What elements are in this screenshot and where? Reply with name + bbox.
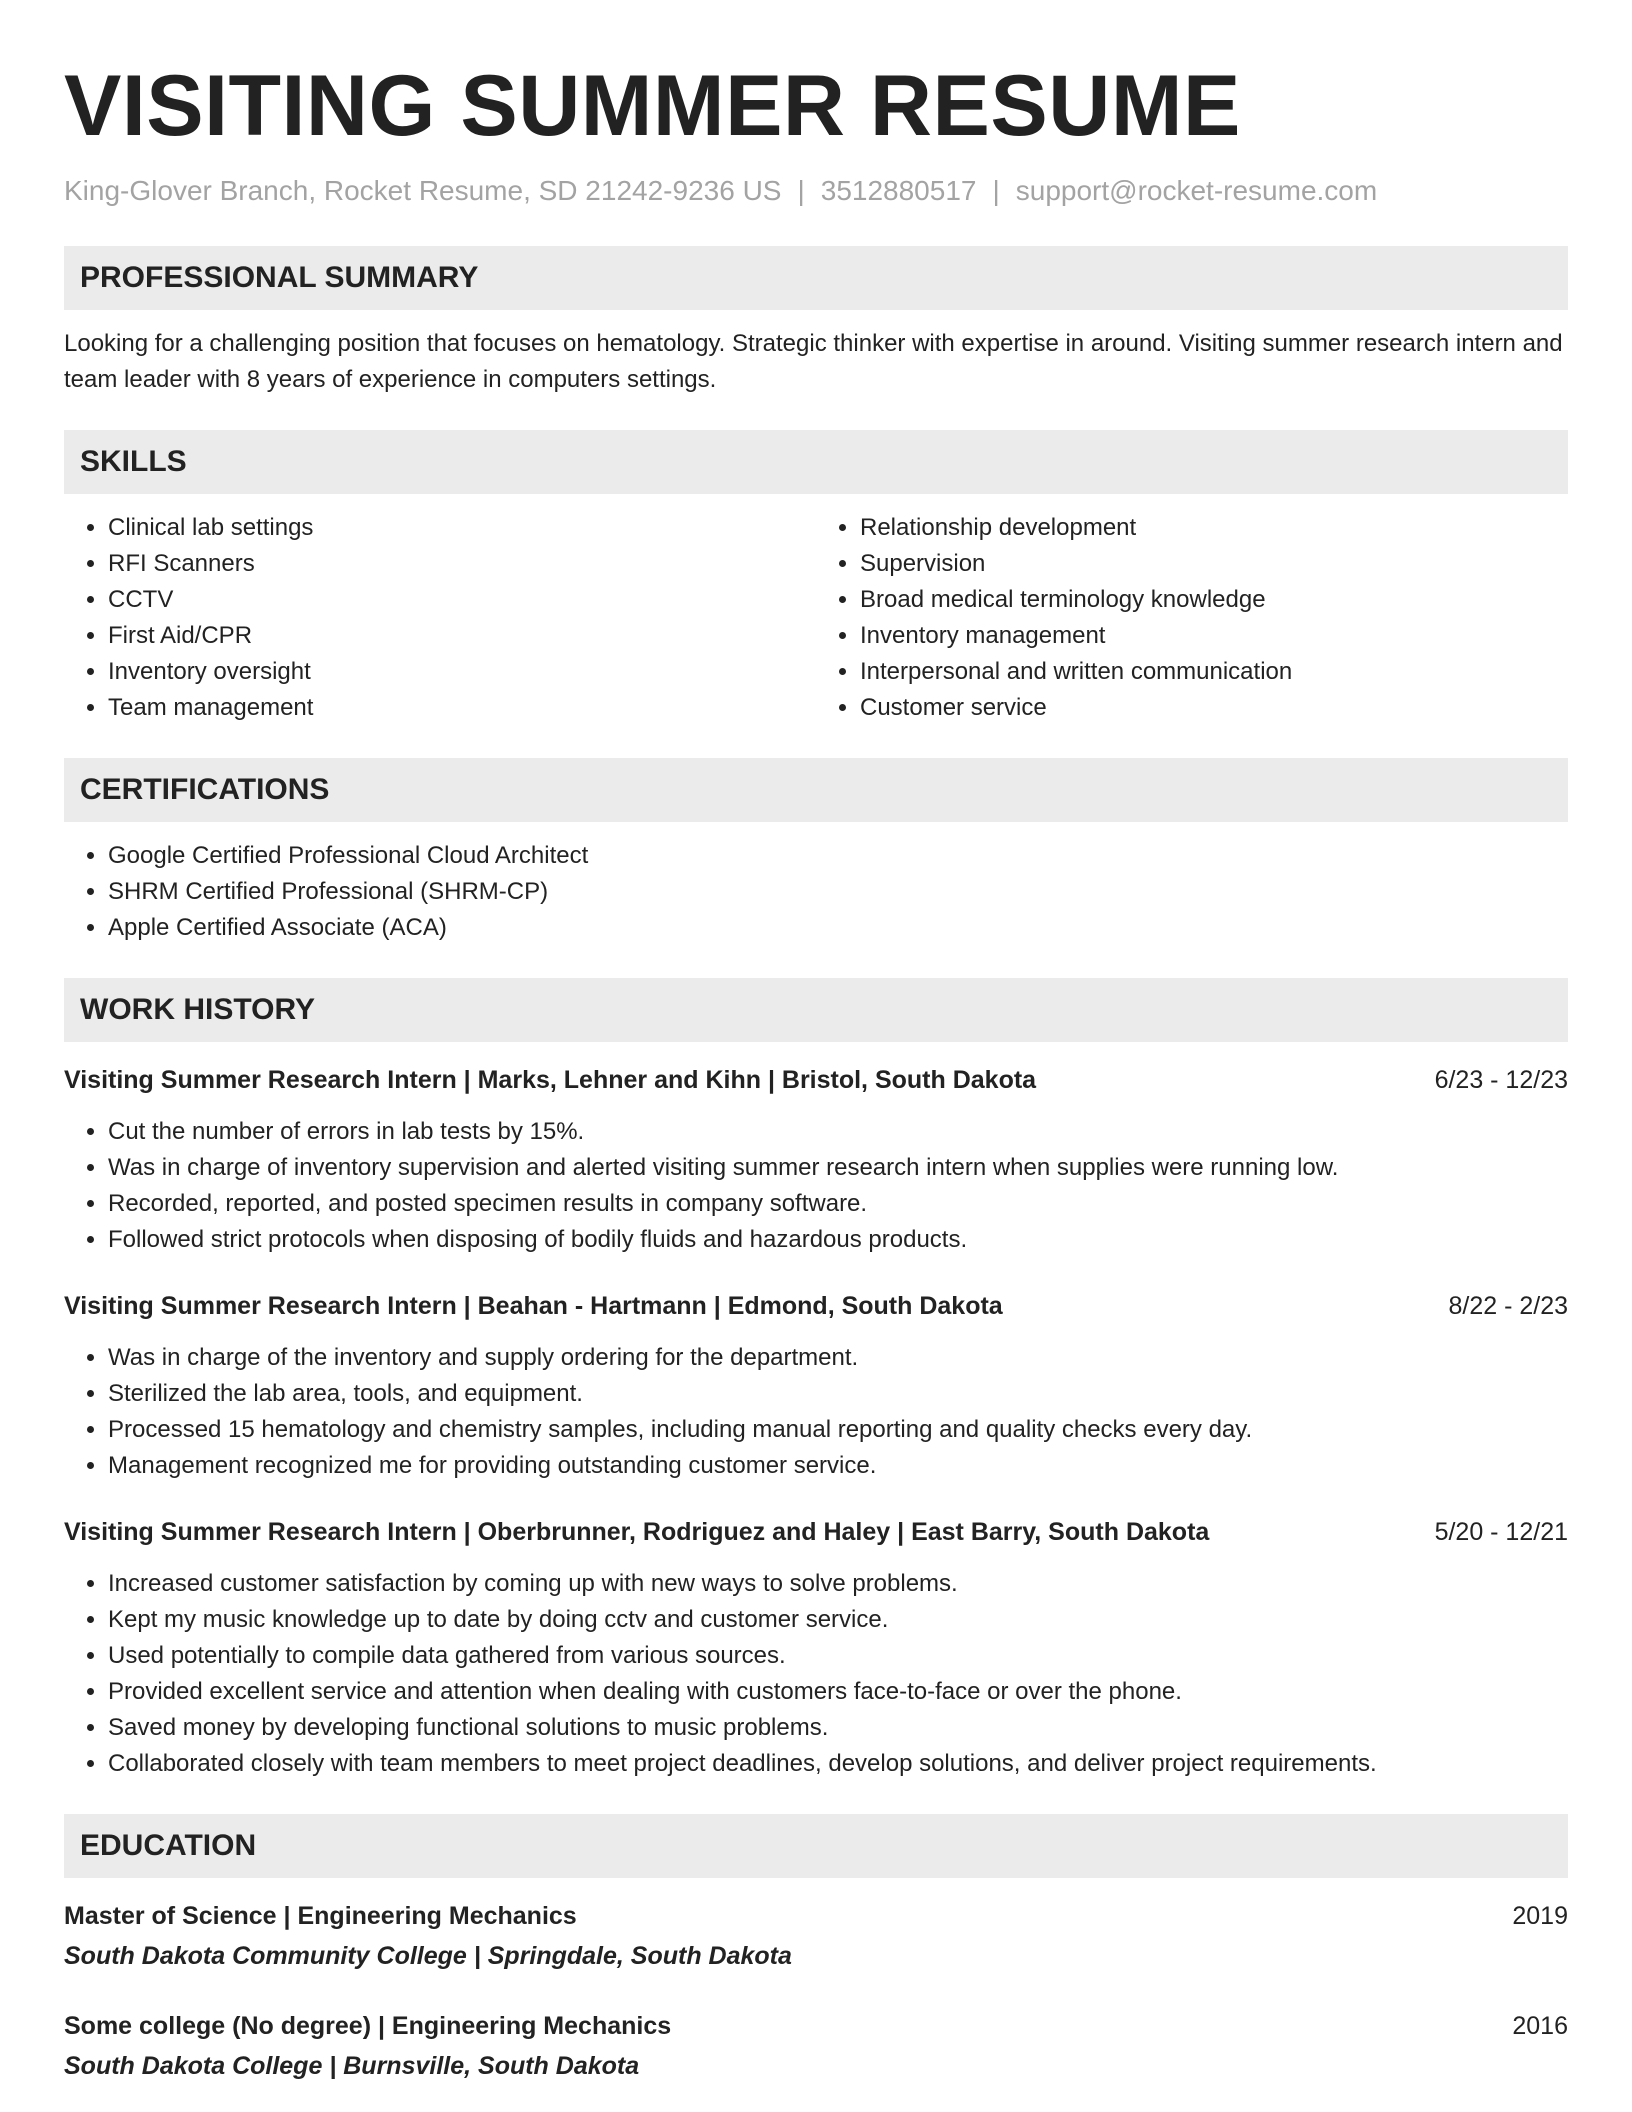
skill-item: • CCTV (108, 582, 816, 618)
education-entry (64, 2008, 1568, 2084)
contact-separator: | (992, 175, 1000, 206)
job-bullet: • Recorded, reported, and posted specimen results in company software. (108, 1186, 1568, 1222)
job-entry (64, 1062, 1568, 1258)
certification-item: • SHRM Certified Professional (SHRM-CP) (108, 874, 1568, 910)
job-title: Visiting Summer Research Intern | Oberbrunner, Rodriguez and Haley | East Barry, South Dakota (64, 1518, 1210, 1546)
contact-phone: 3512880517 (820, 175, 977, 206)
skill-item: • Broad medical terminology knowledge (860, 582, 1568, 618)
job-bullet: • Increased customer satisfaction by coming up with new ways to solve problems. (108, 1566, 1568, 1602)
skill-item: • Team management (108, 690, 816, 726)
job-bullet: • Processed 15 hematology and chemistry samples, including manual reporting and quality checks every day. (108, 1412, 1568, 1448)
education-entry (64, 1898, 1568, 1974)
education-header (64, 1898, 1568, 1934)
contact-line (64, 174, 1568, 208)
certifications-section (64, 758, 1568, 946)
job-dates: 6/23 - 12/23 (1434, 1066, 1568, 1094)
job-bullet: • Saved money by developing functional solutions to music problems. (108, 1710, 1568, 1746)
job-bullets (64, 1566, 1568, 1782)
skill-item: • RFI Scanners (108, 546, 816, 582)
job-bullets (64, 1340, 1568, 1484)
contact-separator: | (797, 175, 805, 206)
skill-item: • Inventory oversight (108, 654, 816, 690)
job-bullet: • Was in charge of inventory supervision and alerted visiting summer research intern when supplies were running low. (108, 1150, 1568, 1186)
job-bullet: • Was in charge of the inventory and supply ordering for the department. (108, 1340, 1568, 1376)
summary-heading: PROFESSIONAL SUMMARY (64, 246, 1568, 310)
job-title: Visiting Summer Research Intern | Beahan - Hartmann | Edmond, South Dakota (64, 1292, 1003, 1320)
job-header (64, 1514, 1568, 1550)
education-year: 2019 (1512, 1902, 1568, 1930)
contact-email: support@rocket-resume.com (1015, 175, 1378, 206)
skill-item: • First Aid/CPR (108, 618, 816, 654)
job-bullet: • Sterilized the lab area, tools, and equipment. (108, 1376, 1568, 1412)
job-dates: 5/20 - 12/21 (1434, 1518, 1568, 1546)
skills-list-right (816, 510, 1568, 726)
skills-section (64, 430, 1568, 726)
skill-item: • Interpersonal and written communication (860, 654, 1568, 690)
education-section (64, 1814, 1568, 2084)
certification-item: • Google Certified Professional Cloud Architect (108, 838, 1568, 874)
work-history-heading: WORK HISTORY (64, 978, 1568, 1042)
education-degree: Some college (No degree) | Engineering Mechanics (64, 2012, 672, 2040)
summary-text: Looking for a challenging position that focuses on hematology. Strategic thinker with expertise in around. Visiting summer research intern and team leader with 8 years of experience in computers settings. (64, 330, 1563, 393)
job-bullet: • Kept my music knowledge up to date by doing cctv and customer service. (108, 1602, 1568, 1638)
job-header (64, 1288, 1568, 1324)
education-school: South Dakota College | Burnsville, South Dakota (64, 2052, 640, 2080)
skill-item: • Inventory management (860, 618, 1568, 654)
job-dates: 8/22 - 2/23 (1448, 1292, 1568, 1320)
job-title: Visiting Summer Research Intern | Marks, Lehner and Kihn | Bristol, South Dakota (64, 1066, 1037, 1094)
job-bullet: • Management recognized me for providing outstanding customer service. (108, 1448, 1568, 1484)
skills-heading: SKILLS (64, 430, 1568, 494)
education-school: South Dakota Community College | Springdale, South Dakota (64, 1942, 792, 1970)
job-entry (64, 1288, 1568, 1484)
job-bullet: • Followed strict protocols when disposing of bodily fluids and hazardous products. (108, 1222, 1568, 1258)
skills-grid (64, 510, 1568, 726)
skill-item: • Supervision (860, 546, 1568, 582)
skill-item: • Clinical lab settings (108, 510, 816, 546)
job-bullet: • Used potentially to compile data gathered from various sources. (108, 1638, 1568, 1674)
education-heading: EDUCATION (64, 1814, 1568, 1878)
education-header (64, 2008, 1568, 2044)
skill-item: • Relationship development (860, 510, 1568, 546)
contact-address: King-Glover Branch, Rocket Resume, SD 21242-9236 US (64, 175, 782, 206)
resume-name: VISITING SUMMER RESUME (64, 58, 1241, 154)
job-entry (64, 1514, 1568, 1782)
job-bullet: • Collaborated closely with team members to meet project deadlines, develop solutions, and deliver project requirements. (108, 1746, 1568, 1782)
certification-item: • Apple Certified Associate (ACA) (108, 910, 1568, 946)
education-year: 2016 (1512, 2012, 1568, 2040)
job-bullet: • Provided excellent service and attention when dealing with customers face-to-face or over the phone. (108, 1674, 1568, 1710)
skill-item: • Customer service (860, 690, 1568, 726)
skills-list-left (64, 510, 816, 726)
certifications-heading: CERTIFICATIONS (64, 758, 1568, 822)
job-bullets (64, 1114, 1568, 1258)
certifications-list (64, 838, 1568, 946)
work-history-section (64, 978, 1568, 1782)
education-degree: Master of Science | Engineering Mechanics (64, 1902, 577, 1930)
job-header (64, 1062, 1568, 1098)
summary-section (64, 246, 1568, 398)
job-bullet: • Cut the number of errors in lab tests by 15%. (108, 1114, 1568, 1150)
